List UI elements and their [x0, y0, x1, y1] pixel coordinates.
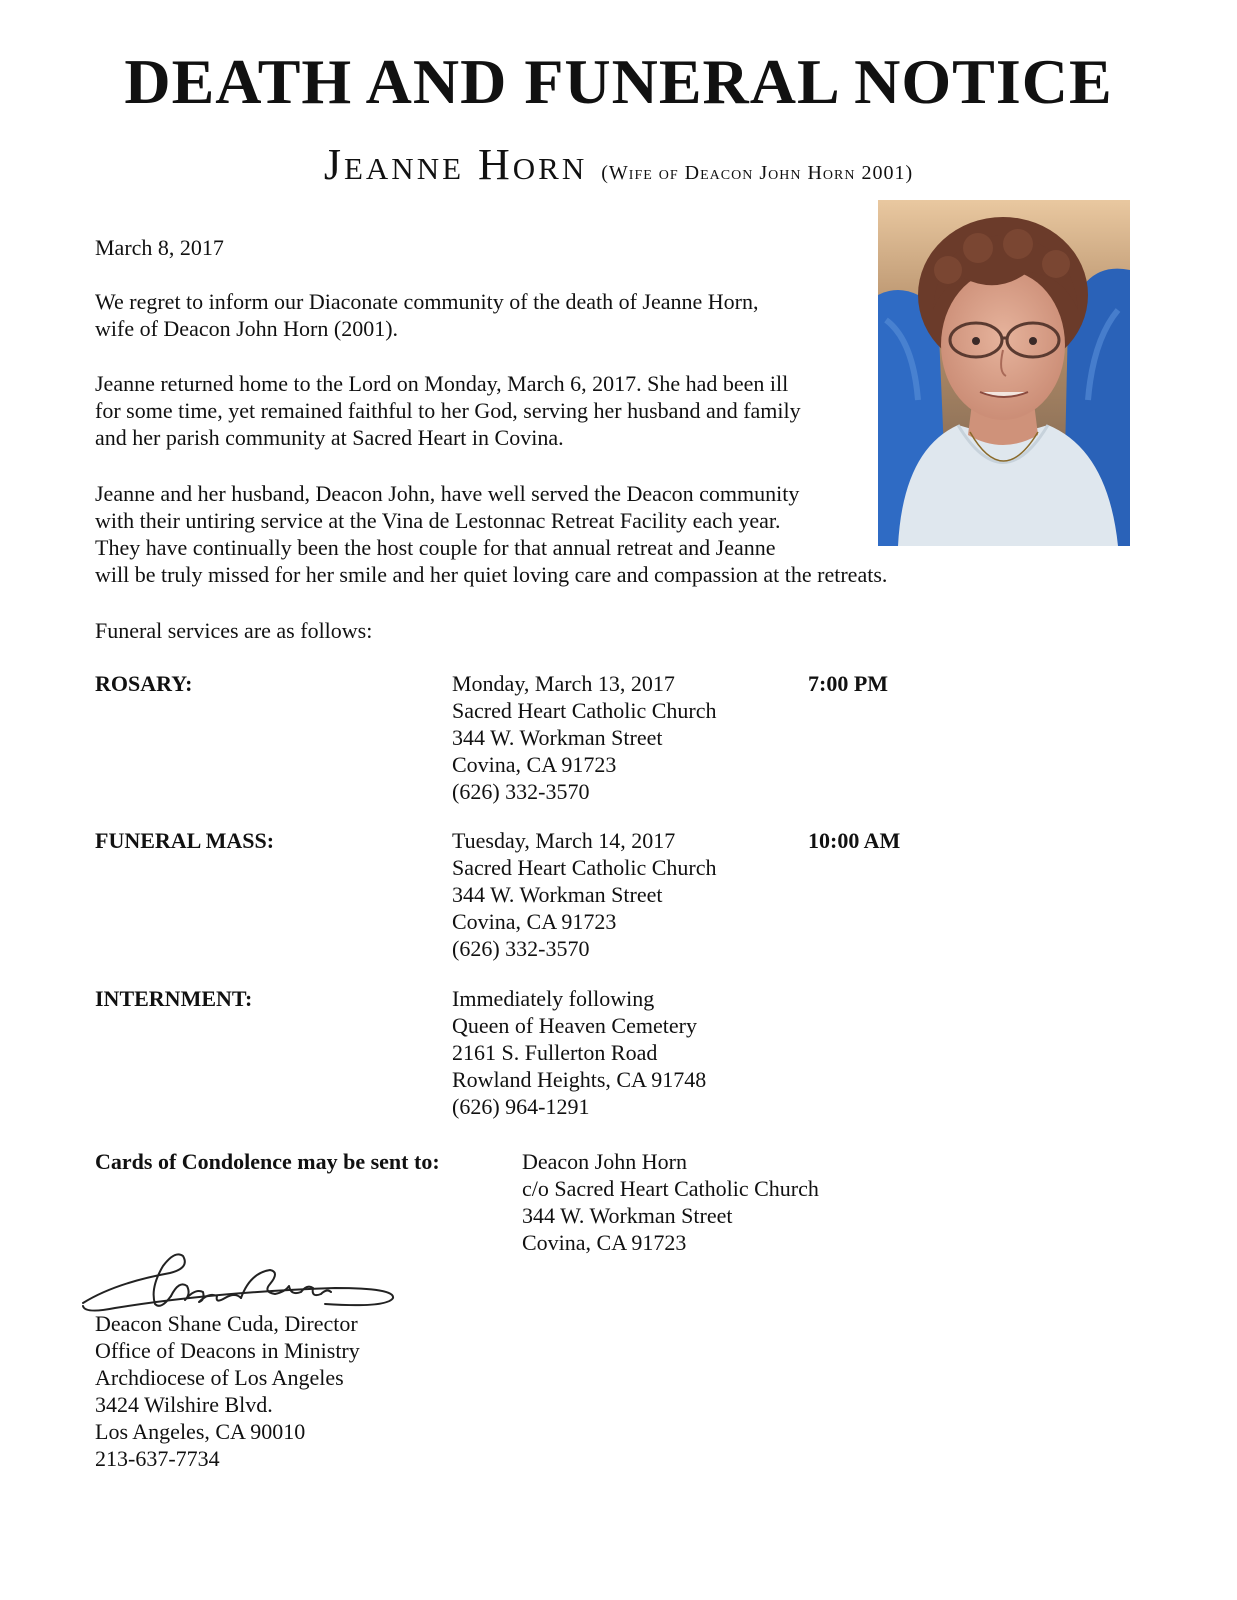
address-line: c/o Sacred Heart Catholic Church [522, 1176, 819, 1201]
paragraph-line: with their untiring service at the Vina de Lestonnac Retreat Facility each year. [95, 508, 781, 533]
service-detail-line: 2161 S. Fullerton Road [452, 1040, 658, 1065]
service-label-funeral-mass: FUNERAL MASS: [95, 828, 275, 853]
service-label-rosary: ROSARY: [95, 671, 193, 696]
sender-line: 213-637-7734 [95, 1446, 220, 1471]
service-detail-line: (626) 964-1291 [452, 1094, 590, 1119]
service-detail-line: Covina, CA 91723 [452, 752, 617, 777]
sender-block [95, 1310, 360, 1472]
service-time-rosary: 7:00 PM [808, 671, 889, 696]
page-title: DEATH AND FUNERAL NOTICE [124, 46, 1113, 117]
service-details-rosary [452, 670, 717, 805]
handwritten-signature [75, 1248, 405, 1318]
service-detail-line: Queen of Heaven Cemetery [452, 1013, 697, 1038]
service-detail-line: Rowland Heights, CA 91748 [452, 1067, 707, 1092]
sender-line: Deacon Shane Cuda, Director [95, 1311, 358, 1336]
paragraph-announcement [95, 288, 855, 342]
address-line: 344 W. Workman Street [522, 1203, 733, 1228]
services-intro: Funeral services are as follows: [95, 618, 373, 643]
paragraph-line: wife of Deacon John Horn (2001). [95, 316, 399, 341]
sender-line: Archdiocese of Los Angeles [95, 1365, 344, 1390]
paragraph-passing [95, 370, 875, 451]
paragraph-line: They have continually been the host couple for that annual retreat and Jeanne [95, 535, 776, 560]
service-detail-line: Monday, March 13, 2017 [452, 671, 675, 696]
service-detail-line: Covina, CA 91723 [452, 909, 617, 934]
condolence-label: Cards of Condolence may be sent to: [95, 1149, 440, 1174]
sender-line: Los Angeles, CA 90010 [95, 1419, 306, 1444]
condolence-address [522, 1148, 819, 1256]
deceased-name-line [0, 140, 1237, 200]
deceased-relation-note: (Wife of Deacon John Horn 2001) [601, 162, 914, 184]
address-line: Covina, CA 91723 [522, 1230, 687, 1255]
paragraph-line: Jeanne returned home to the Lord on Monday, March 6, 2017. She had been ill [95, 371, 789, 396]
service-detail-line: 344 W. Workman Street [452, 882, 663, 907]
service-label-internment: INTERNMENT: [95, 986, 253, 1011]
service-time-funeral-mass: 10:00 AM [808, 828, 901, 853]
service-detail-line: Sacred Heart Catholic Church [452, 855, 717, 880]
service-details-funeral-mass [452, 827, 717, 962]
paragraph-line: for some time, yet remained faithful to her God, serving her husband and family [95, 398, 801, 423]
service-detail-line: (626) 332-3570 [452, 779, 590, 804]
service-detail-line: 344 W. Workman Street [452, 725, 663, 750]
paragraph-service [95, 480, 1195, 588]
paragraph-line: Jeanne and her husband, Deacon John, have well served the Deacon community [95, 481, 800, 506]
service-details-internment [452, 985, 706, 1120]
paragraph-line: and her parish community at Sacred Heart in Covina. [95, 425, 564, 450]
service-detail-line: Tuesday, March 14, 2017 [452, 828, 676, 853]
service-detail-line: (626) 332-3570 [452, 936, 590, 961]
letter-date: March 8, 2017 [95, 235, 224, 260]
sender-line: Office of Deacons in Ministry [95, 1338, 360, 1363]
address-line: Deacon John Horn [522, 1149, 687, 1174]
paragraph-line: will be truly missed for her smile and her quiet loving care and compassion at the retreats. [95, 562, 888, 587]
deceased-name: Jeanne Horn [323, 140, 588, 189]
paragraph-line: We regret to inform our Diaconate community of the death of Jeanne Horn, [95, 289, 759, 314]
sender-line: 3424 Wilshire Blvd. [95, 1392, 273, 1417]
service-detail-line: Sacred Heart Catholic Church [452, 698, 717, 723]
service-detail-line: Immediately following [452, 986, 655, 1011]
